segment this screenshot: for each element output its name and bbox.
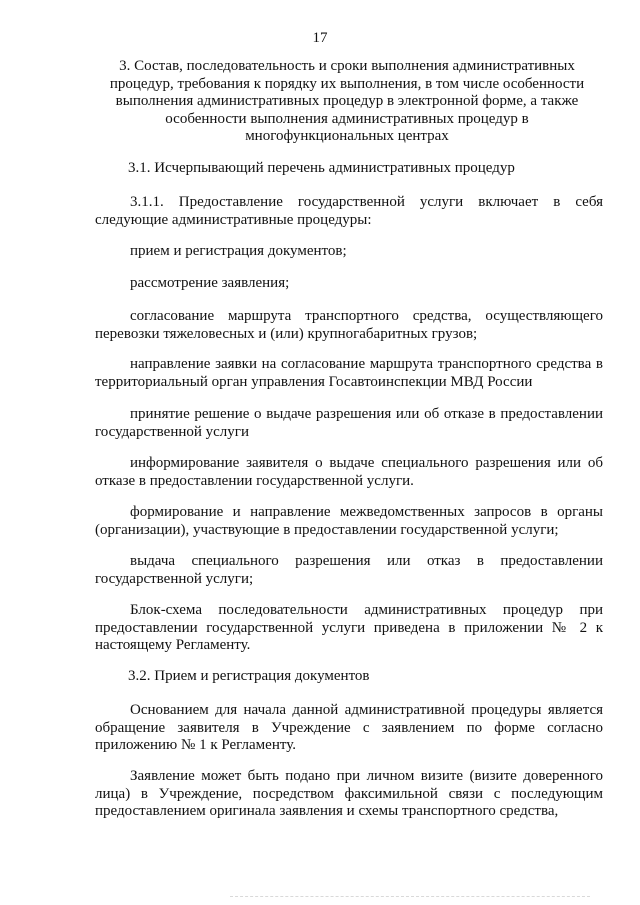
- procedure-item-3: согласование маршрута транспортного средства, осуществляющего перевозки тяжеловесных и (или) крупногабаритных грузов;: [95, 308, 603, 342]
- procedure-item-6: информирование заявителя о выдаче специального разрешения или об отказе в предоставлении государственной услуги.: [95, 455, 603, 489]
- basis-paragraph: Основанием для начала данной административной процедуры является обращение заявителя в Учреждение с заявлением по форме согласно приложению № 1 к Регламенту.: [95, 702, 603, 753]
- procedure-item-1: прием и регистрация документов;: [130, 243, 347, 259]
- procedure-item-4: направление заявки на согласование маршрута транспортного средства в территориальный орган управления Госавтоинспекции МВД России: [95, 356, 603, 390]
- scan-artifact: [230, 896, 590, 901]
- section-3-heading: 3. Состав, последовательность и сроки выполнения административных процедур, требования к порядку их выполнения, в том числе особенности выполнения административных процедур в электронной форме, а также особенности выполнения административных процедур в многофункциональных центрах: [109, 58, 585, 144]
- procedure-item-7: формирование и направление межведомственных запросов в органы (организации), участвующие в предоставлении государственной услуги;: [95, 504, 603, 538]
- page-number: 17: [312, 30, 328, 46]
- procedure-item-8: выдача специального разрешения или отказ в предоставлении государственной услуги;: [95, 553, 603, 587]
- blockscheme-paragraph: Блок-схема последовательности административных процедур при предоставлении государственной услуги приведена в приложении № 2 к настоящему Регламенту.: [95, 602, 603, 653]
- paragraph-3-1-1: 3.1.1. Предоставление государственной услуги включает в себя следующие административные процедуры:: [95, 194, 603, 228]
- application-paragraph: Заявление может быть подано при личном визите (визите доверенного лица) в Учреждение, посредством факсимильной связи с последующим предоставлением оригинала заявления и схемы транспортного средства,: [95, 768, 603, 819]
- section-3-2-heading: 3.2. Прием и регистрация документов: [128, 668, 370, 684]
- procedure-item-2: рассмотрение заявления;: [130, 275, 290, 291]
- section-3-1-heading: 3.1. Исчерпывающий перечень административных процедур: [128, 160, 515, 176]
- procedure-item-5: принятие решение о выдаче разрешения или об отказе в предоставлении государственной услуги: [95, 406, 603, 440]
